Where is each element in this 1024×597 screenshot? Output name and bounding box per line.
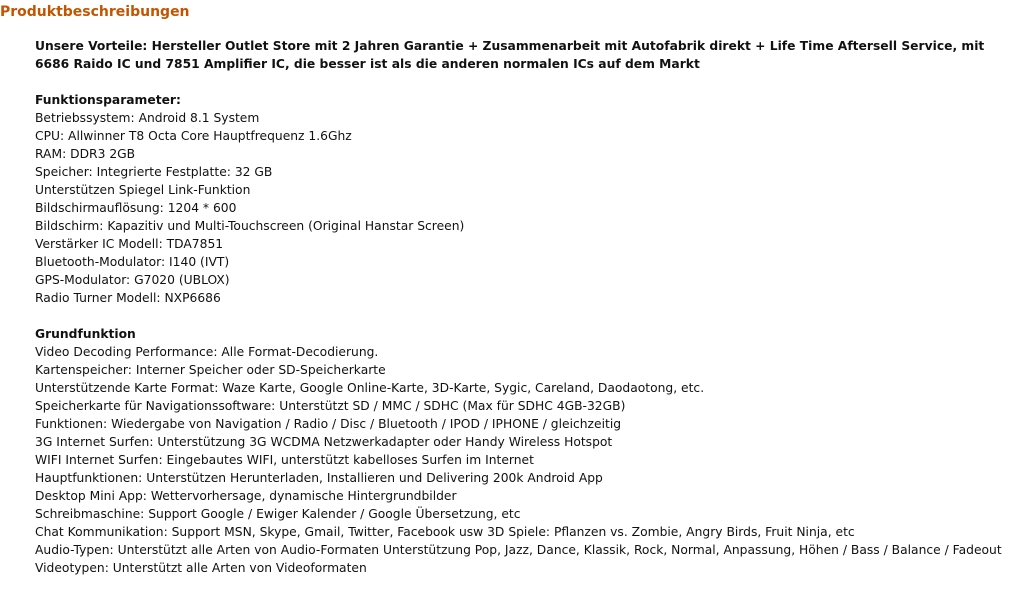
list-item: Speicher: Integrierte Festplatte: 32 GB bbox=[35, 165, 273, 179]
list-item: Betriebssystem: Android 8.1 System bbox=[35, 111, 260, 125]
function-parameters-section bbox=[35, 91, 1015, 307]
list-item: Funktionen: Wiedergabe von Navigation / Radio / Disc / Bluetooth / IPOD / IPHONE / gleichzeitig bbox=[35, 417, 622, 431]
basic-functions-title: Grundfunktion bbox=[35, 327, 136, 341]
section-heading: Produktbeschreibungen bbox=[0, 4, 190, 20]
list-item: Unterstützende Karte Format: Waze Karte, Google Online-Karte, 3D-Karte, Sygic, Careland, Daodaotong, etc. bbox=[35, 381, 705, 395]
list-item: Desktop Mini App: Wettervorhersage, dynamische Hintergrundbilder bbox=[35, 489, 457, 503]
function-parameters-list bbox=[35, 109, 1015, 307]
list-item: Speicherkarte für Navigationssoftware: Unterstützt SD / MMC / SDHC (Max für SDHC 4GB-32GB) bbox=[35, 399, 626, 413]
list-item: GPS-Modulator: G7020 (UBLOX) bbox=[35, 273, 230, 287]
list-item: Bildschirmauflösung: 1204 * 600 bbox=[35, 201, 237, 215]
list-item: Schreibmaschine: Support Google / Ewiger Kalender / Google Übersetzung, etc bbox=[35, 507, 521, 521]
list-item: Bluetooth-Modulator: I140 (IVT) bbox=[35, 255, 230, 269]
product-description bbox=[35, 37, 1015, 595]
advantages-text: Unsere Vorteile: Hersteller Outlet Store mit 2 Jahren Garantie + Zusammenarbeit mit Autofabrik direkt + Life Time Aftersell Service, mit 6686 Raido IC und 7851 Amplifier IC, die besser ist als die anderen normalen ICs auf dem Markt bbox=[35, 39, 985, 71]
function-parameters-title: Funktionsparameter: bbox=[35, 93, 181, 107]
list-item: WIFI Internet Surfen: Eingebautes WIFI, unterstützt kabelloses Surfen im Internet bbox=[35, 453, 534, 467]
list-item: Video Decoding Performance: Alle Format-Decodierung. bbox=[35, 345, 379, 359]
list-item: Chat Kommunikation: Support MSN, Skype, Gmail, Twitter, Facebook usw 3D Spiele: Pflanzen vs. Zombie, Angry Birds, Fruit Ninja, etc bbox=[35, 525, 855, 539]
list-item: Videotypen: Unterstützt alle Arten von Videoformaten bbox=[35, 561, 367, 575]
list-item: 3G Internet Surfen: Unterstützung 3G WCDMA Netzwerkadapter oder Handy Wireless Hotspot bbox=[35, 435, 613, 449]
list-item: Kartenspeicher: Interner Speicher oder SD-Speicherkarte bbox=[35, 363, 386, 377]
list-item: Hauptfunktionen: Unterstützen Herunterladen, Installieren und Delivering 200k Android App bbox=[35, 471, 603, 485]
list-item: Verstärker IC Modell: TDA7851 bbox=[35, 237, 224, 251]
list-item: Audio-Typen: Unterstützt alle Arten von Audio-Formaten Unterstützung Pop, Jazz, Dance, Klassik, Rock, Normal, Anpassung, Höhen / Bass / Balance / Fadeout bbox=[35, 543, 1002, 557]
list-item: CPU: Allwinner T8 Octa Core Hauptfrequenz 1.6Ghz bbox=[35, 129, 352, 143]
basic-functions-list bbox=[35, 343, 1015, 577]
list-item: RAM: DDR3 2GB bbox=[35, 147, 136, 161]
list-item: Unterstützen Spiegel Link-Funktion bbox=[35, 183, 251, 197]
basic-functions-section bbox=[35, 325, 1015, 577]
list-item: Bildschirm: Kapazitiv und Multi-Touchscreen (Original Hanstar Screen) bbox=[35, 219, 465, 233]
list-item: Radio Turner Modell: NXP6686 bbox=[35, 291, 221, 305]
